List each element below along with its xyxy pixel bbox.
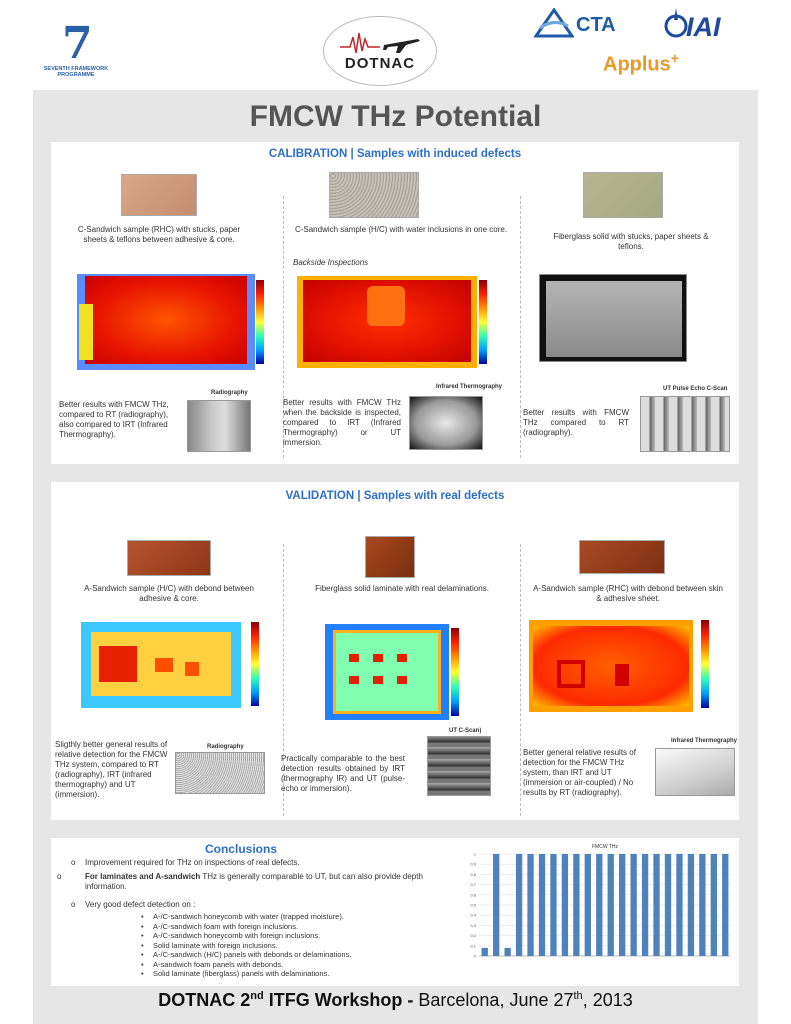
footer-event [158,990,418,1010]
sample-photo-fiberglass [583,172,663,218]
chart-bar [722,854,728,956]
chart-bar [711,854,717,956]
y-tick-label: 0.4 [470,912,476,918]
infrared-thermography-image [655,748,735,796]
defect-list [141,912,441,979]
y-tick-label: 0 [473,953,476,959]
y-tick-label: 0.3 [470,922,476,928]
chart-bar [619,854,625,956]
validation-caption-3: A-Sandwich sample (RHC) with debond between skin & adhesive sheet. [533,584,723,603]
chart-bar [550,854,556,956]
chart-bar [482,948,488,956]
chart-title: FMCW THz [591,844,619,850]
dotnac-logo [323,16,437,86]
divider-line [520,196,521,458]
validation-desc-1: Sligthly better general results of relative detection for the FMCW THz system, compared to RT (radiography), IRT (infrared thermography) and UT (immersion). [55,740,168,799]
thz-scan-hc [297,276,477,368]
colorbar [256,280,264,364]
bullet-marker: o [71,858,76,867]
cta-logo [534,8,624,42]
infrared-thermography-label: Infrared Thermography [436,384,503,390]
footer-middle: ITFG Workshop - [263,990,419,1010]
conclusion-bullet-2 [57,872,431,892]
fmcw-thz-bar-chart [435,840,735,984]
defect-item: • A-sandwich foam panels with debonds. [141,960,441,970]
ut-pulse-echo-label: UT Pulse Echo C-Scan [663,386,728,392]
conclusion-text-3: Very good defect detection on : [85,900,196,909]
poster-title: FMCW THz Potential [249,100,542,133]
chart-bar [642,854,648,956]
infrared-thermography-label: Infrared Thermography [671,738,738,744]
defect-item: • A-/C-sandwich (H/C) panels with debonds or delaminations. [141,950,441,960]
validation-panel [51,482,739,820]
bullet-marker: o [57,872,62,881]
conclusions-panel [51,838,739,986]
chart-bar [688,854,694,956]
validation-desc-2: Practically comparable to the best detection results obtained by IRT (thermography IR) and UT (pulse-echo or immersion). [281,754,405,793]
sample-photo-a-sandwich-hc [127,540,211,576]
thz-scan-a-sandwich-rhc [529,620,693,712]
conclusion-text-2-bold: For laminates and A-sandwich [85,872,201,881]
conclusion-text-2: THz is generally comparable to UT, but can also provide depth information. [85,872,423,891]
chart-bar [665,854,671,956]
chart-bar [608,854,614,956]
sample-photo-rhc [121,174,197,216]
chart-bar [676,854,682,956]
conclusion-bullet-3 [71,900,431,910]
y-tick-label: 0.7 [470,882,476,888]
applus-logo-text: Applus [603,53,671,76]
iai-logo [664,6,734,46]
defect-item: • A-/C-sandwich honeycomb with foreign inclusions. [141,931,441,941]
footer [33,990,758,1011]
y-tick-label: 0.6 [470,892,476,898]
chart-bar [596,854,602,956]
thz-scan-rhc [77,274,255,370]
conclusion-text-1: Improvement required for THz on inspections of real defects. [85,858,300,867]
thz-scan-fiberglass-laminate [325,624,449,720]
footer-place: Barcelona, June 27 [418,990,574,1010]
radiography-image [175,752,265,794]
thz-scan-fiberglass [539,274,687,362]
fp7-text: SEVENTH FRAMEWORK PROGRAMME [43,66,109,78]
radiography-label: Radiography [207,744,244,750]
poster [33,90,758,1024]
defect-item: • A-/C-sandwich honeycomb with water (trapped moisture). [141,912,441,922]
footer-prefix: DOTNAC 2 [158,990,251,1010]
calibration-desc-2: Better results with FMCW THz when the backside is inspected, compared to IRT (Infrared Thermography) or UT immersion. [283,398,401,447]
ut-cscan-label: UT C-Scan) [449,728,482,734]
calibration-caption-2: C-Sandwich sample (H/C) with water inclusions in one core. [294,225,508,234]
colorbar [251,622,259,706]
validation-title: VALIDATION | Samples with real defects [285,490,505,502]
calibration-caption-3: Fiberglass solid with stucks, paper sheets & teflons. [553,232,709,251]
chart-bar [630,854,636,956]
chart-bar [527,854,533,956]
colorbar [479,280,487,364]
chart-bar [562,854,568,956]
calibration-desc-3: Better results with FMCW THz compared to RT (radiography). [523,408,629,437]
chart-bar [699,854,705,956]
divider-line [520,544,521,816]
sample-photo-fiberglass-laminate [365,536,415,578]
footer-year: , 2013 [582,990,633,1010]
chart-bar [493,854,499,956]
footer-sup-1: nd [250,990,264,1002]
radiography-image [187,400,251,452]
defect-item: • Solid laminate with foreign inclusions. [141,941,441,951]
chart-bar [653,854,659,956]
validation-caption-1: A-Sandwich sample (H/C) with debond between adhesive & core. [84,584,254,603]
bullet-marker: o [71,900,76,909]
sample-photo-a-sandwich-rhc [579,540,665,574]
defect-item: • A-/C-sandwich foam with foreign inclusions. [141,922,441,932]
calibration-caption-1: C-Sandwich sample (RHC) with stucks, paper sheets & teflons between adhesive & core. [77,225,241,244]
footer-sup-2: th [573,990,583,1002]
y-tick-label: 0.8 [470,871,476,877]
fp7-logo [40,18,112,84]
y-tick-label: 0.2 [470,933,476,939]
y-tick-label: 0.9 [470,861,476,867]
chart-bar [585,854,591,956]
applus-plus-icon: + [670,50,679,66]
infrared-thermography-image [409,396,483,450]
validation-desc-3: Better general relative results of detection for the FMCW THz system, than IRT and UT (immersion or air-coupled) / No results by RT (radiography). [523,748,636,797]
backside-label: Backside Inspections [293,258,369,267]
colorbar [451,628,459,716]
applus-logo [603,50,679,77]
calibration-panel [51,142,739,464]
iai-logo-text: IAI [686,12,721,42]
ut-pulse-echo-image [640,396,730,452]
chart-bar [504,948,510,956]
chart-bar [573,854,579,956]
conclusions-title: Conclusions [204,842,277,856]
validation-caption-2: Fiberglass solid laminate with real delaminations. [315,584,489,593]
ut-cscan-image [427,736,491,796]
calibration-desc-1: Better results with FMCW THz, compared to RT (radiography), also compared to IRT (Infrared Thermography). [59,400,169,439]
cta-swoosh-icon [534,8,574,40]
dotnac-logo-text: DOTNAC [344,55,416,72]
conclusion-bullet-1 [71,858,431,868]
y-tick-label: 0.5 [470,902,476,908]
signal-airplane-icon [340,29,422,55]
radiography-label: Radiography [211,390,248,396]
thz-scan-a-sandwich-hc [81,622,241,708]
calibration-title: CALIBRATION | Samples with induced defects [268,148,522,160]
fp7-number: 7 [62,18,93,69]
y-tick-label: 1 [473,851,476,857]
defect-item: • Solid laminate (fiberglass) panels with delaminations. [141,969,441,979]
sample-photo-hc [329,172,419,218]
y-tick-label: 0.1 [470,943,476,949]
iai-emblem-icon [664,6,688,42]
chart-bar [516,854,522,956]
colorbar [701,620,709,708]
chart-bar [539,854,545,956]
cta-logo-text: CTA [576,14,616,36]
